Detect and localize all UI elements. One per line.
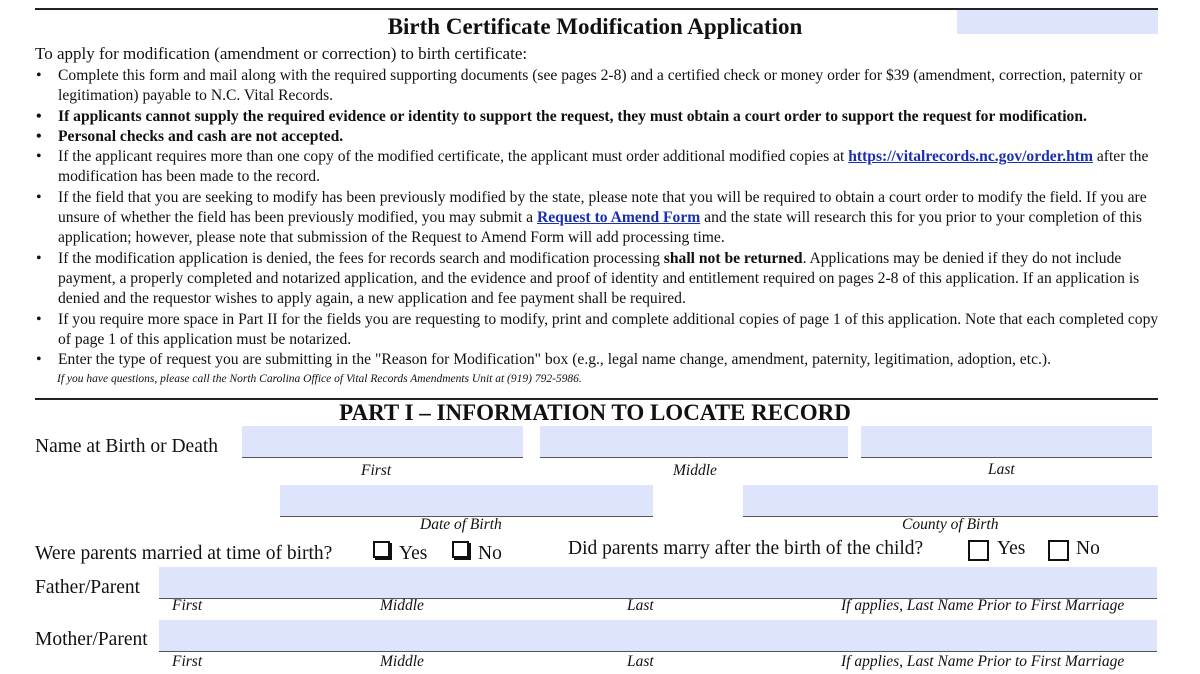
father-parent-label: Father/Parent <box>35 577 141 598</box>
married-after-yes-checkbox[interactable] <box>968 540 989 561</box>
mother-first-caption: First <box>172 653 203 670</box>
list-item: • If the modification application is denied, the fees for records search and modification processing shall not be returned. Applications may be denied if they do not include payment, a properly completed and notarized application, and the evidence and proof of identity and entitlement required on pages 2-8 of this application. If an application is denied and the requestor wishes to apply again, a new application and fee payment shall be required. <box>35 249 1170 310</box>
father-first-caption: First <box>172 597 203 614</box>
order-link[interactable]: https://vitalrecords.nc.gov/order.htm <box>848 148 1093 166</box>
married-no-label: No <box>478 543 502 564</box>
married-after-no-label: No <box>1076 538 1100 559</box>
name-last-caption: Last <box>988 461 1015 478</box>
instruction-list <box>35 66 1170 370</box>
name-middle-field[interactable] <box>540 426 848 458</box>
mother-parent-field[interactable] <box>159 620 1157 652</box>
date-of-birth-caption: Date of Birth <box>420 516 502 533</box>
name-first-field[interactable] <box>242 426 523 458</box>
contact-note: If you have questions, please call the North Carolina Office of Vital Records Amendments Unit at (919) 792-5986. <box>57 373 582 385</box>
mother-last-caption: Last <box>627 653 654 670</box>
name-first-caption: First <box>361 462 392 479</box>
mother-prior-name-caption: If applies, Last Name Prior to First Marriage <box>841 653 1125 670</box>
name-last-field[interactable] <box>861 426 1152 458</box>
part1-title: PART I – INFORMATION TO LOCATE RECORD <box>339 400 851 425</box>
list-item: • Complete this form and mail along with the required supporting documents (see pages 2-8) and a certified check or money order for $39 (amendment, correction, paternity or legitimation) payable to N.C. Vital Records. <box>35 66 1170 107</box>
county-of-birth-caption: County of Birth <box>902 516 999 533</box>
married-no-checkbox[interactable] <box>452 541 469 558</box>
list-item: • If the applicant requires more than one copy of the modified certificate, the applicant must order additional modified copies at https://vitalrecords.nc.gov/order.htm after the modification has been made to the record. <box>35 147 1170 188</box>
father-prior-name-caption: If applies, Last Name Prior to First Marriage <box>841 597 1125 614</box>
name-middle-caption: Middle <box>673 462 717 479</box>
married-after-question: Did parents marry after the birth of the child? <box>568 538 924 559</box>
request-to-amend-link[interactable]: Request to Amend Form <box>536 209 701 227</box>
married-after-yes-label: Yes <box>997 538 1026 559</box>
mother-parent-label: Mother/Parent <box>35 629 148 650</box>
father-last-caption: Last <box>627 597 654 614</box>
name-at-birth-label: Name at Birth or Death <box>35 436 219 457</box>
list-item: • Enter the type of request you are submitting in the "Reason for Modification" box (e.g., legal name change, amendment, paternity, legitimation, adoption, etc.). <box>35 350 1170 370</box>
page-title: Birth Certificate Modification Application <box>387 14 803 39</box>
list-item: • Personal checks and cash are not accepted. <box>35 127 1170 147</box>
married-after-no-checkbox[interactable] <box>1048 540 1069 561</box>
married-yes-label: Yes <box>399 543 428 564</box>
date-of-birth-field[interactable] <box>280 485 653 517</box>
mother-middle-caption: Middle <box>380 653 424 670</box>
father-middle-caption: Middle <box>380 597 424 614</box>
father-parent-field[interactable] <box>159 567 1157 599</box>
list-item: • If you require more space in Part II for the fields you are requesting to modify, print and complete additional copies of page 1 of this application. Note that each completed copy of page 1 of this application must be notarized. <box>35 310 1170 351</box>
parents-married-question: Were parents married at time of birth? <box>35 543 333 564</box>
county-of-birth-field[interactable] <box>743 485 1158 517</box>
intro-text: To apply for modification (amendment or correction) to birth certificate: <box>35 44 528 63</box>
married-yes-checkbox[interactable] <box>373 541 390 558</box>
list-item: • If the field that you are seeking to modify has been previously modified by the state, please note that you will be required to obtain a court order to modify the field. If you are unsure of whether the field has been previously modified, you may submit a Request to Amend Form and the state will research this for you prior to your completion of this application; however, please note that submission of the Request to Amend Form will add processing time. <box>35 188 1170 249</box>
list-item: • If applicants cannot supply the required evidence or identity to support the request, they must obtain a court order to support the request for modification. <box>35 107 1170 127</box>
